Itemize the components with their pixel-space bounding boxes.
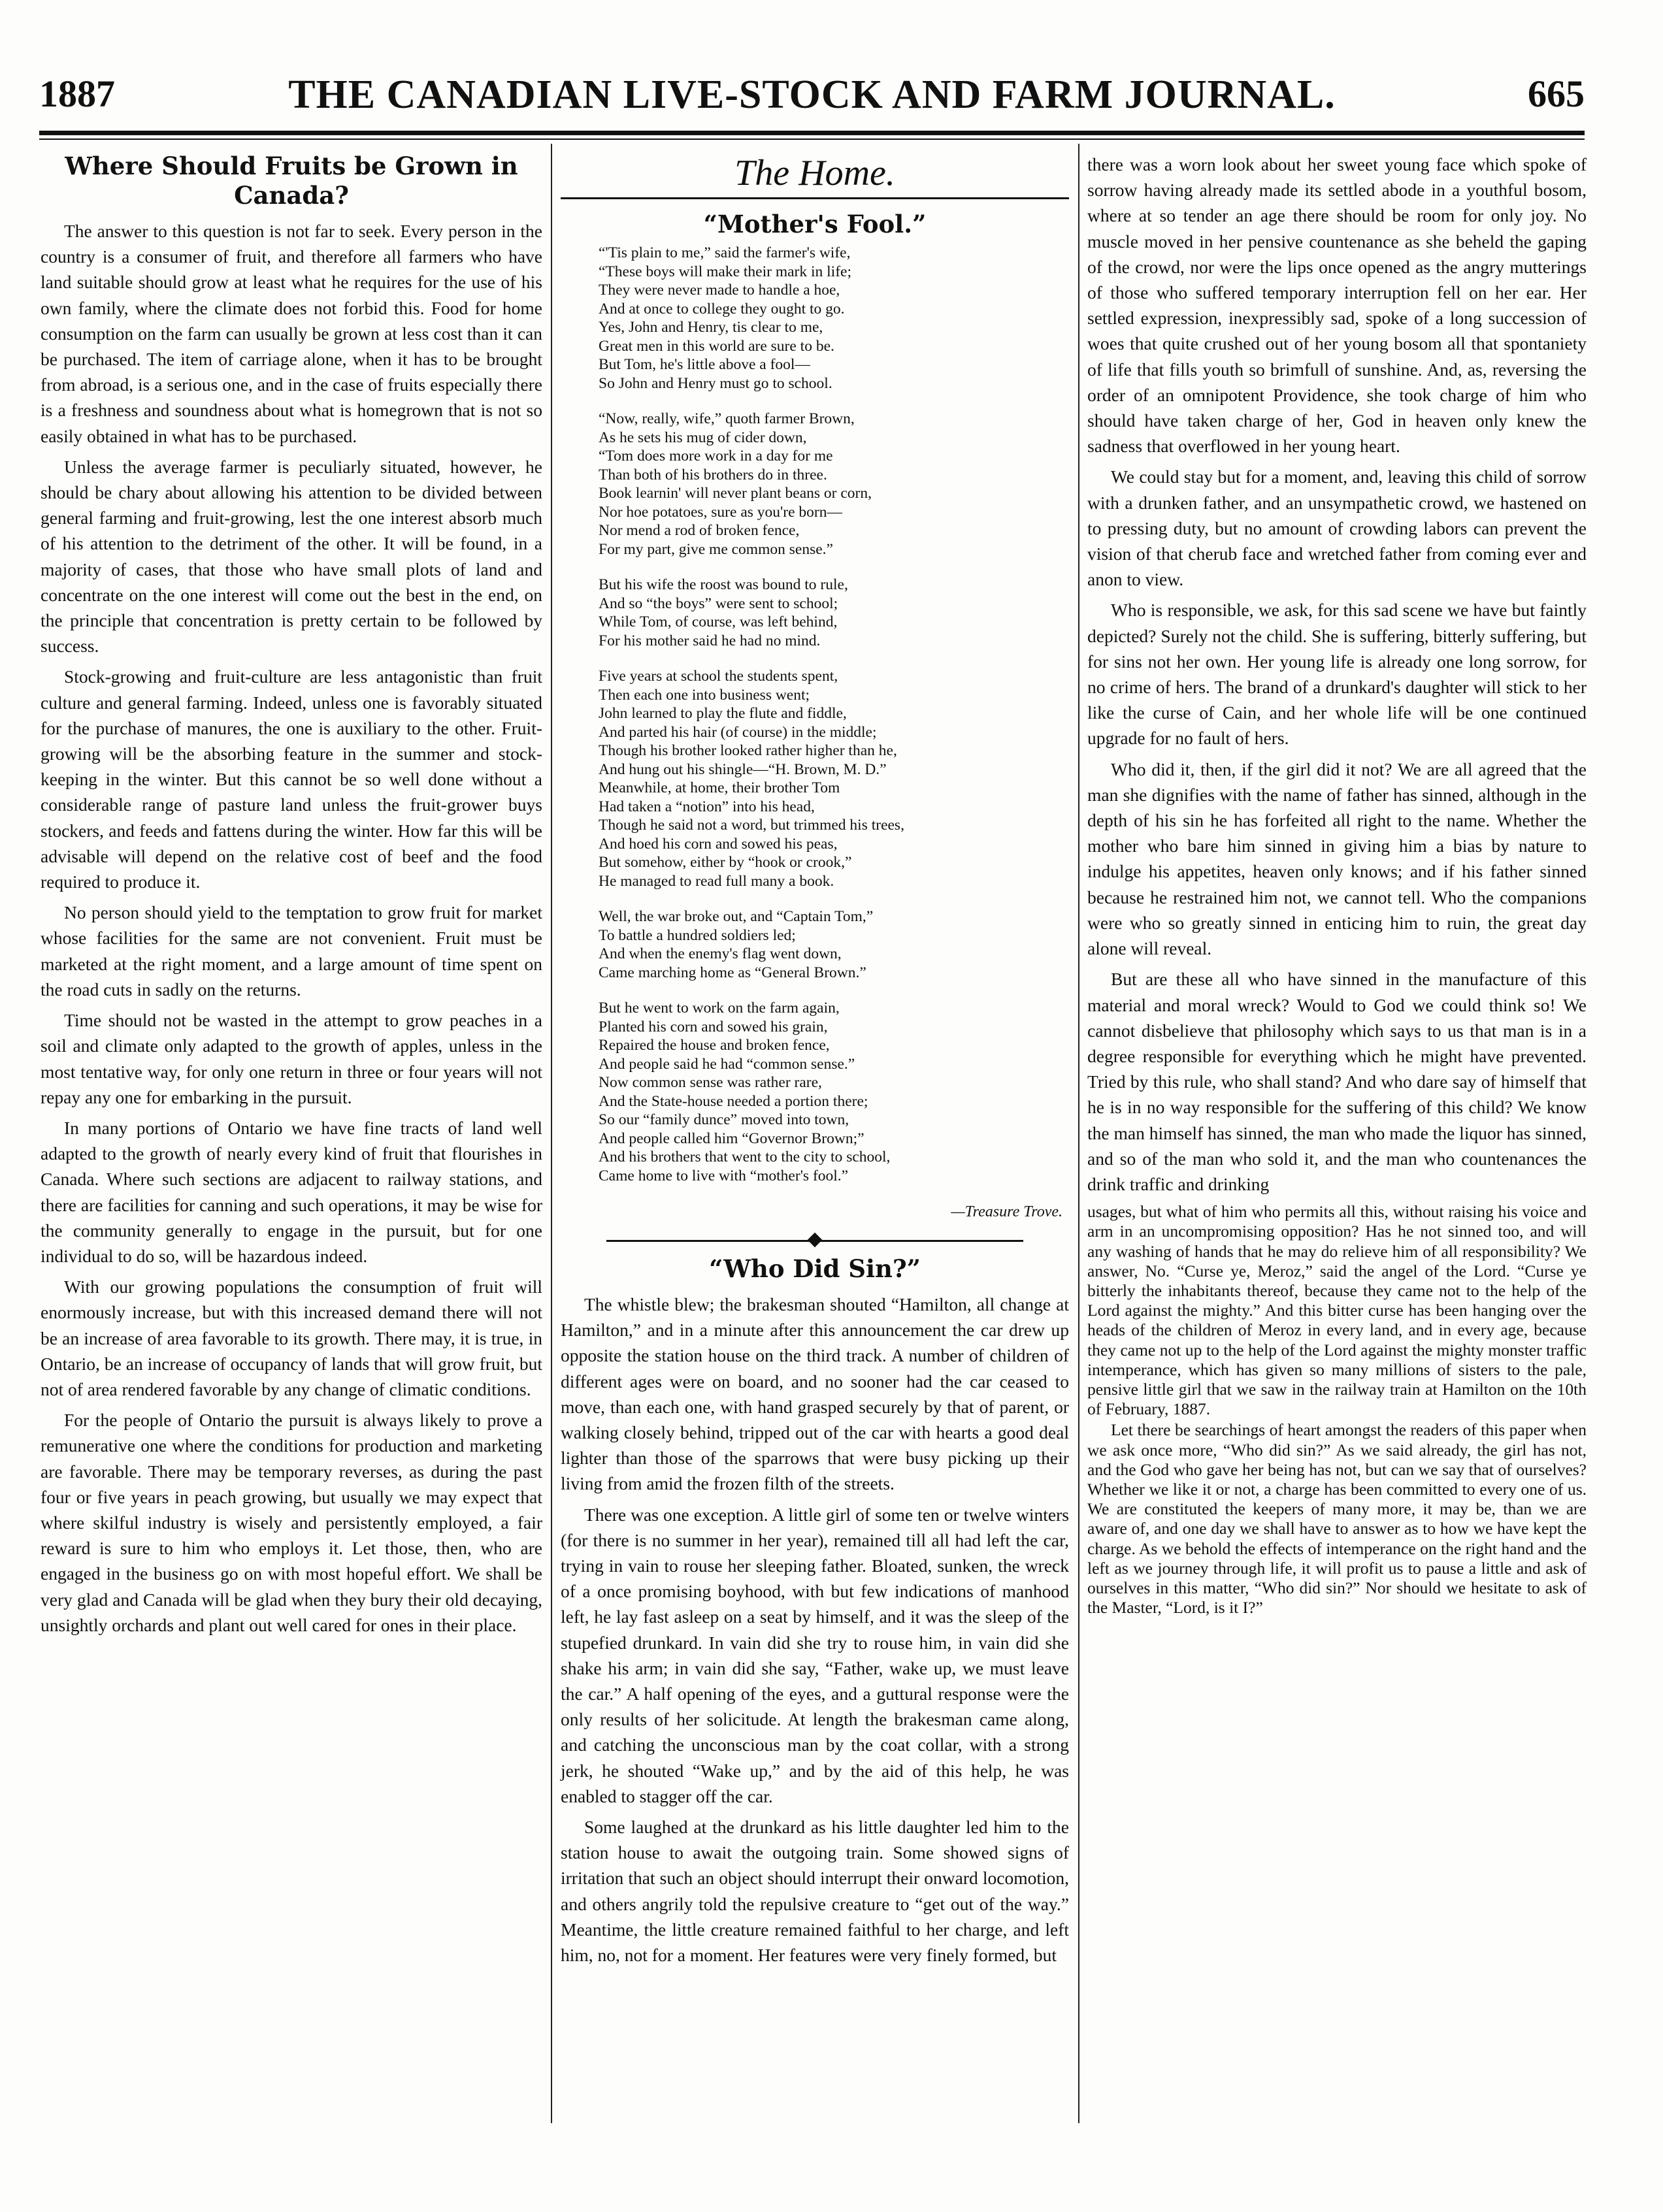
poem-line: To battle a hundred soldiers led; bbox=[599, 926, 796, 944]
poem-line: Had taken a “notion” into his head, bbox=[599, 798, 815, 815]
poem-line: As he sets his mug of cider down, bbox=[599, 429, 807, 446]
paragraph: there was a worn look about her sweet young face which spoke of sorrow having already made its settled abode in a youthful bosom, where at so tender an age there should be room for only joy. No muscle moved in her pensive countenance as she beheld the gaping of the crowd, nor were the lips once opened as the angry mutterings of those who suffered temporary interruption fell on her ear. Her settled expression, inexpressibly sad, spoke of a long succession of woes that quite crushed out of her young bosom all that spontaniety of life that fills youth so brimfull of sunshine. And, as, reversing the order of an omnipotent Providence, she took charge of him who should have taken charge of her, God in heaven only knew the sadness that overflowed in her young heart. bbox=[1087, 154, 1587, 457]
poem-line: Repaired the house and broken fence, bbox=[599, 1037, 830, 1054]
paragraph: The answer to this question is not far to seek. Every person in the country is a consumer of fruit, and therefore all farmers who have land suitable should grow at least what he requires for the use of his own family, where the climate does not forbid this. Food for home consumption on the farm can usually be grown at less cost than it can be purchased. The item of carriage alone, when it has to be brought from abroad, is a serious one, and in the case of fruits especially there is a freshness and soundness about what is homegrown that is not so easily obtained in what has to be purchased. bbox=[41, 221, 542, 446]
poem-line: Meanwhile, at home, their brother Tom bbox=[599, 779, 840, 796]
paragraph: We could stay but for a moment, and, leaving this child of sorrow with a drunken father, and an unsympathetic crowd, we hastened on to pressing duty, but no amount of crowding labors can prevent the vision of that cherub face and wretched father from coming ever and anon to view. bbox=[1087, 466, 1587, 590]
poem-line: But somehow, either by “hook or crook,” bbox=[599, 854, 852, 871]
paragraph: usages, but what of him who permits all this, without raising his voice and arm in an uncompromising opposition? Has he not sinned too, and will any washing of hands that he may do relieve him of all responsibility? We answer, No. “Curse ye, Meroz,” said the angel of the Lord. “Curse ye bitterly the inhabitants thereof, because they came not to the help of the Lord against the mighty.” And this bitter curse has been hanging over the heads of the children of Meroz in every land, and in every age, because they came not up to the help of the Lord against the mighty monster traffic intemperance, which has given so many millions of sisters to the pale, pensive little girl that we saw in the railway train at Hamilton on the 10th of February, 1887. bbox=[1087, 1202, 1587, 1419]
poem-line: “'Tis plain to me,” said the farmer's wife, bbox=[599, 244, 851, 261]
poem-line: Than both of his brothers do in three. bbox=[599, 466, 827, 483]
masthead bbox=[39, 65, 1585, 131]
poem-line: And so “the boys” were sent to school; bbox=[599, 594, 838, 612]
poem-stanza bbox=[599, 410, 1069, 559]
masthead-rule-thin bbox=[39, 138, 1585, 140]
poem-line: Planted his corn and sowed his grain, bbox=[599, 1018, 828, 1035]
poem-line: But Tom, he's little above a fool— bbox=[599, 356, 810, 373]
poem-line: And parted his hair (of course) in the middle; bbox=[599, 723, 877, 741]
section-rule bbox=[561, 197, 1069, 199]
paragraph: For the people of Ontario the pursuit is always likely to prove a remunerative one where the conditions for production and marketing are favorable. There may be temporary reverses, as during the past four or five years in peach growing, but usually we may expect that where skilful industry is wisely and persistently employed, a fair reward is sure to him who employs it. Let those, then, who are engaged in the business go on with most hopeful effort. We shall be very glad and Canada will be glad when they bury their old decaying, unsightly orchards and plant out well cared for ones in their place. bbox=[41, 1410, 542, 1635]
paragraph: With our growing populations the consumption of fruit will enormously increase, but with this increased demand there will not be an increase of area favorable to its growth. There may, it is true, in Ontario, be an increase of occupancy of lands that will grow fruit, but not of area rendered favorable by any change of climatic conditions. bbox=[41, 1277, 542, 1399]
paragraph: Time should not be wasted in the attempt to grow peaches in a soil and climate only adapted to the growth of apples, unless in the most tentative way, for only one return in three or four years will not repay any one for embarking in the pursuit. bbox=[41, 1010, 542, 1107]
poem-line: Book learnin' will never plant beans or corn, bbox=[599, 485, 872, 502]
poem-line: Then each one into business went; bbox=[599, 686, 810, 704]
paragraph: Unless the average farmer is peculiarly situated, however, he should be chary about allowing his attention to be divided between general farming and fruit-growing, lest the one interest absorb much of his attention to the detriment of the other. It will be found, in a majority of cases, that those who have small plots of land and concentrate on the one interest will come out the best in the end, on the principle that concentration is pretty certain to be followed by success. bbox=[41, 456, 542, 657]
poem-stanza bbox=[599, 999, 1069, 1185]
page-number: 665 bbox=[1528, 73, 1585, 115]
poem-line: So our “family dunce” moved into town, bbox=[599, 1111, 849, 1128]
poem-stanza bbox=[599, 667, 1069, 890]
poem-line: Yes, John and Henry, tis clear to me, bbox=[599, 319, 823, 336]
column-divider-right bbox=[1078, 144, 1079, 2123]
poem-line: “Tom does more work in a day for me bbox=[599, 447, 833, 464]
paragraph: Let there be searchings of heart amongst the readers of this paper when we ask once more, “Who did sin?” As we said already, the girl has not, and the God who gave her being has not, but can we say that of ourselves? Whether we like it or not, a charge has been committed to every one of us. We are constituted the keepers of many more, it may be, than we are aware of, and one day we shall have to answer as to how we have kept the charge. As we behold the effects of intemperance on the right hand and the left as we journey through life, it will profit us to pause a little and ask of ourselves in this matter, “Who did sin?” Nor should we hesitate to ask of the Master, “Lord, is it I?” bbox=[1087, 1420, 1587, 1618]
masthead-title: THE CANADIAN LIVE-STOCK AND FARM JOURNAL. bbox=[288, 73, 1336, 117]
ornamental-divider bbox=[561, 1231, 1069, 1250]
paragraph: Stock-growing and fruit-culture are less antagonistic than fruit culture and general farming. Indeed, unless one is favorably situated for the purchase of manures, the one is auxiliary to the other. Fruit-growing will be the absorbing feature in the summer and stock-keeping in the winter. But this cannot be so well done without a considerable range of pasture land unless the fruit-grower buys stockers, and feeds and fattens during the winter. How far this will be advisable will depend on the relative cost of beef and the food required to produce it. bbox=[41, 666, 542, 892]
poem-line: And when the enemy's flag went down, bbox=[599, 945, 842, 962]
paragraph: The whistle blew; the brakesman shouted “Hamilton, all change at Hamilton,” and in a minute after this announcement the car drew up opposite the station house on the third track. A number of children of different ages were on board, and no sooner had the car ceased to move, than each one, with hand grasped securely by that of parent, or walking closely behind, tripped out of the car with hearts a good deal lighter than those of the sparrows that were busy picking up their living from amid the frozen filth of the streets. bbox=[561, 1294, 1069, 1494]
masthead-year: 1887 bbox=[39, 73, 115, 115]
right-column bbox=[1087, 152, 1587, 1619]
poem-line: And people said he had “common sense.” bbox=[599, 1055, 855, 1073]
poem-line: Came home to live with “mother's fool.” bbox=[599, 1167, 849, 1184]
masthead-rule-thick bbox=[39, 131, 1585, 135]
poem-line: Nor mend a rod of broken fence, bbox=[599, 522, 800, 539]
poem-line: Though his brother looked rather higher than he, bbox=[599, 742, 897, 759]
poem-title: “Mother's Fool.” bbox=[703, 210, 927, 238]
poem-line: “Now, really, wife,” quoth farmer Brown, bbox=[599, 410, 855, 427]
paragraph: Some laughed at the drunkard as his little daughter led him to the station house to await the outgoing train. Some showed signs of irritation that such an object should interrupt their onward locomotion, and others angrily told the repulsive creature to “get out of the way.” Meantime, the little creature remained faithful to her charge, and left him, no, not for a moment. Her features were very finely formed, but bbox=[561, 1817, 1069, 1966]
section-head-the-home: The Home. bbox=[734, 153, 895, 193]
poem-line: But his wife the roost was bound to rule, bbox=[599, 576, 848, 593]
poem-line: And the State-house needed a portion there; bbox=[599, 1092, 868, 1110]
poem-line: And hung out his shingle—“H. Brown, M. D.” bbox=[599, 760, 887, 778]
poem-attribution: —Treasure Trove. bbox=[951, 1203, 1062, 1220]
poem-line: For his mother said he had no mind. bbox=[599, 632, 821, 649]
poem-line: While Tom, of course, was left behind, bbox=[599, 613, 838, 630]
poem-line: And people called him “Governor Brown;” bbox=[599, 1130, 864, 1147]
poem-stanza bbox=[599, 576, 1069, 650]
paragraph: But are these all who have sinned in the manufacture of this material and moral wreck? Would to God we could think so! We cannot disbelieve that philosophy which says to us that man is in a degree responsible for everything which he might have prevented. Tried by this rule, who shall stand? And who dare say of himself that he is in no way responsible for the suffering of this child? We know the man himself has sinned, the man who made the liquor has sinned, and so of the man who sold it, and the man who countenances the drink traffic and drinking bbox=[1087, 969, 1587, 1194]
middle-column bbox=[561, 152, 1069, 1973]
poem-line: Great men in this world are sure to be. bbox=[599, 337, 834, 355]
article-title-fruits: Where Should Fruits be Grown in Canada? bbox=[65, 152, 518, 210]
article-title-who-did-sin: “Who Did Sin?” bbox=[709, 1254, 921, 1283]
poem-stanza bbox=[599, 907, 1069, 982]
poem-line: Nor hoe potatoes, sure as you're born— bbox=[599, 503, 842, 521]
poem-line: For my part, give me common sense.” bbox=[599, 540, 833, 558]
poem-line: Well, the war broke out, and “Captain Tom,” bbox=[599, 908, 874, 925]
poem-line: John learned to play the flute and fiddle, bbox=[599, 705, 847, 722]
poem-line: And at once to college they ought to go. bbox=[599, 300, 845, 317]
paragraph: No person should yield to the temptation to grow fruit for market whose facilities for the same are not convenient. Fruit must be marketed at the right moment, and a large amount of time spent on the road cuts in sadly on the returns. bbox=[41, 902, 542, 1000]
small-print-block bbox=[1087, 1202, 1587, 1618]
poem-line: They were never made to handle a hoe, bbox=[599, 282, 840, 299]
paragraph: There was one exception. A little girl of some ten or twelve winters (for there is no summer in her year), remained till all had left the car, trying in vain to rouse her sleeping father. Bloated, sunken, the wreck of a once promising boyhood, with but few indications of manhood left, he lay fast asleep on a seat by himself, and it was the sleep of the stupefied drunkard. In vain did she try to rouse him, in vain did she shake his arm; in vain did she say, “Father, wake up, we must leave the car.” A half opening of the eyes, and a guttural response were the only results of her solicitude. At length the brakesman came along, and catching the unconscious man by the coat collar, with a strong jerk, he shouted “Wake up,” and by the aid of this help, he was enabled to stagger off the car. bbox=[561, 1504, 1069, 1806]
left-column bbox=[41, 152, 542, 1643]
poem-line: So John and Henry must go to school. bbox=[599, 374, 832, 392]
poem-line: Came marching home as “General Brown.” bbox=[599, 964, 866, 981]
paragraph: In many portions of Ontario we have fine tracts of land well adapted to the growth of nearly every kind of fruit that flourishes in Canada. Where such sections are adjacent to railway stations, and there are facilities for canning and such operations, it may be wise for the community generally to engage in the pursuit, but for one individual to do so, will be hazardous indeed. bbox=[41, 1117, 542, 1266]
poem-line: Now common sense was rather rare, bbox=[599, 1074, 822, 1091]
poem-line: Five years at school the students spent, bbox=[599, 668, 838, 685]
poem-line: And his brothers that went to the city to school, bbox=[599, 1148, 891, 1165]
poem-line: Though he said not a word, but trimmed his trees, bbox=[599, 817, 904, 834]
poem-line: And hoed his corn and sowed his peas, bbox=[599, 835, 838, 853]
poem-stanza bbox=[599, 244, 1069, 393]
paragraph: Who is responsible, we ask, for this sad scene we have but faintly depicted? Surely not the child. She is suffering, bitterly suffering, but for sins not her own. Her young life is already one long sorrow, for no crime of hers. The brand of a drunkard's daughter will stick to her like the curse of Cain, and her whole life will be one continued upgrade for no fault of hers. bbox=[1087, 600, 1587, 749]
poem-line: But he went to work on the farm again, bbox=[599, 1000, 840, 1017]
poem bbox=[561, 244, 1069, 1185]
poem-line: He managed to read full many a book. bbox=[599, 872, 834, 890]
paragraph: Who did it, then, if the girl did it not? We are all agreed that the man she dignifies with the name of father has sinned, although in the depth of his sin he has forfeited all right to the name. Whether the mother who bare him sinned in giving him a bias by nature to indulge his appetites, heaven only knows; and if his father sinned because he restrained him not, we cannot tell. Who the companions were who so greatly sinned in enticing him to ruin, the great day alone will reveal. bbox=[1087, 758, 1587, 959]
column-divider-left bbox=[551, 144, 552, 2123]
poem-line: “These boys will make their mark in life; bbox=[599, 263, 851, 280]
